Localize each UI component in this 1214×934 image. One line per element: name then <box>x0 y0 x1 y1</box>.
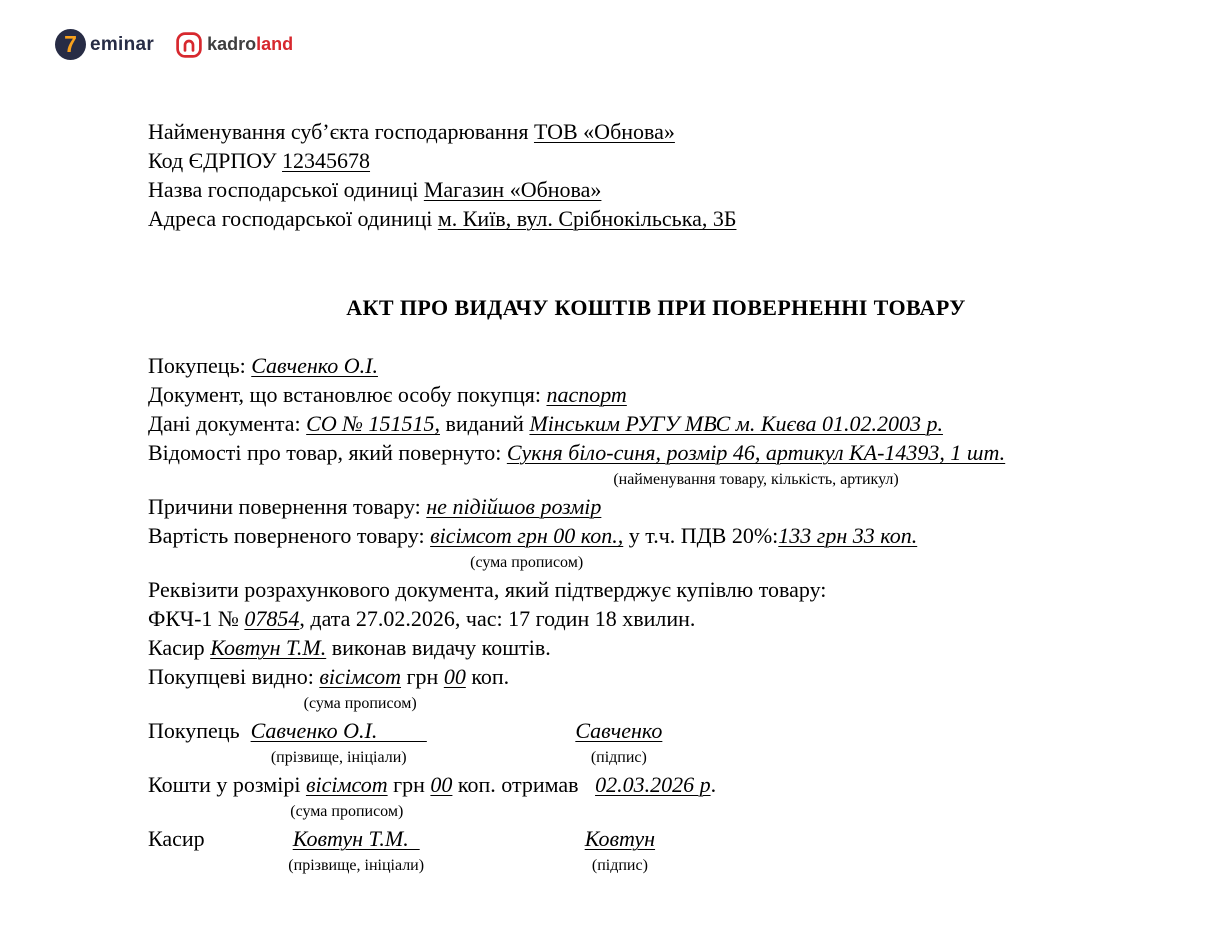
filled-value: Ковтун Т.М. <box>210 635 327 660</box>
text-run: Касир <box>148 826 205 851</box>
filled-value: Савченко О.І. <box>251 353 378 378</box>
field-caption: (найменування товару, кількість, артикул) <box>613 471 899 488</box>
filled-value: Сукня біло-синя, розмір 46, артикул КА-14393, 1 шт. (найменування товару, кількість, артикул) <box>507 438 1005 467</box>
text-run: грн <box>401 664 444 689</box>
text-run: у т.ч. ПДВ 20%: <box>623 523 779 548</box>
filled-value: 133 грн 33 коп. <box>778 523 918 548</box>
seminar-circle-icon <box>55 29 86 60</box>
document-line <box>148 409 1164 438</box>
document-line <box>148 662 1164 712</box>
filled-value: Савченко О.І. (прізвище, ініціали) <box>251 716 427 745</box>
document-line <box>148 824 1164 874</box>
text-run: коп. <box>465 664 510 689</box>
filled-value: Савченко (підпис) <box>575 716 662 745</box>
filled-value: 02.03.2026 р <box>595 772 711 797</box>
seminar-icon-digit: 7 <box>64 31 77 57</box>
logo-bar <box>55 29 293 60</box>
filled-value: не підійшов розмір <box>426 494 602 519</box>
text-run: Причини повернення товару: <box>148 494 427 519</box>
kadroland-wordmark <box>207 34 293 55</box>
text-run: виконав видачу коштів. <box>326 635 551 660</box>
field-caption: (підпис) <box>591 857 648 874</box>
filled-value: вісімсот (сума прописом) <box>319 662 401 691</box>
document-line <box>148 204 1164 233</box>
document-body-block <box>148 351 1164 874</box>
text-run: Найменування суб’єкта господарювання <box>148 119 534 144</box>
filled-value: Магазин «Обнова» <box>423 177 602 202</box>
document-line <box>148 770 1164 820</box>
filled-value: Ковтун (підпис) <box>585 824 655 853</box>
field-caption: (прізвище, ініціали) <box>288 857 425 874</box>
filled-value: вісімсот грн 00 коп., (сума прописом) <box>430 521 623 550</box>
kadroland-logo <box>176 32 293 58</box>
document-page <box>148 117 1164 878</box>
document-line <box>148 604 1164 633</box>
filled-value: 00 <box>430 772 453 797</box>
field-caption: (сума прописом) <box>470 554 584 571</box>
field-caption: (підпис) <box>590 749 647 766</box>
filled-value: 07854 <box>244 606 300 631</box>
filled-value: Ковтун Т.М. (прізвище, ініціали) <box>293 824 420 853</box>
filled-value: паспорт <box>546 382 627 407</box>
document-line <box>148 380 1164 409</box>
filled-value: СО № 151515, <box>306 411 440 436</box>
document-line <box>148 633 1164 662</box>
text-run <box>420 826 585 851</box>
document-line <box>148 492 1164 521</box>
filled-value: Мінським РУГУ МВС м. Києва 01.02.2003 р. <box>529 411 943 436</box>
filled-value: вісімсот (сума прописом) <box>306 770 388 799</box>
filled-value: м. Київ, вул. Срібнокільська, 3Б <box>437 206 737 231</box>
text-run: Назва господарської одиниці <box>148 177 424 202</box>
text-run: Касир <box>148 635 211 660</box>
document-line <box>148 716 1164 766</box>
text-run: ФКЧ-1 № <box>148 606 245 631</box>
text-run: виданий <box>439 411 530 436</box>
text-run: грн <box>387 772 431 797</box>
text-run <box>427 718 576 743</box>
document-line <box>148 351 1164 380</box>
text-run <box>205 826 293 851</box>
field-caption: (сума прописом) <box>290 803 404 820</box>
text-run: Дані документа: <box>148 411 307 436</box>
kadroland-wordmark-dark: kadro <box>207 34 257 54</box>
text-run: , дата 27.02.2026, час: 17 годин 18 хвилин. <box>299 606 696 631</box>
seminar-wordmark: eminar <box>90 33 155 55</box>
text-run: Документ, що встановлює особу покупця: <box>148 382 547 407</box>
filled-value: ТОВ «Обнова» <box>533 119 675 144</box>
text-run: Покупець <box>148 718 251 743</box>
text-run: Код ЄДРПОУ <box>148 148 283 173</box>
text-run: . <box>710 772 717 797</box>
text-run: Вартість поверненого товару: <box>148 523 431 548</box>
document-line <box>148 521 1164 571</box>
text-run: Реквізити розрахункового документа, який підтверджує купівлю товару: <box>148 577 827 602</box>
document-title: АКТ ПРО ВИДАЧУ КОШТІВ ПРИ ПОВЕРНЕННІ ТОВАРУ <box>346 295 966 320</box>
field-caption: (прізвище, ініціали) <box>270 749 407 766</box>
document-line <box>148 575 1164 604</box>
text-run: Кошти у розмірі <box>148 772 306 797</box>
filled-value: 00 <box>443 664 466 689</box>
document-line <box>148 146 1164 175</box>
text-run: коп. отримав <box>452 772 596 797</box>
text-run: Відомості про товар, який повернуто: <box>148 440 507 465</box>
field-caption: (сума прописом) <box>303 695 417 712</box>
text-run: Адреса господарської одиниці <box>148 206 438 231</box>
document-header-block <box>148 117 1164 233</box>
document-line <box>148 438 1164 488</box>
text-run: Покупець: <box>148 353 252 378</box>
seminar-logo <box>55 29 154 60</box>
text-run: Покупцеві видно: <box>148 664 320 689</box>
document-line <box>148 117 1164 146</box>
filled-value: 12345678 <box>282 148 371 173</box>
document-line <box>148 175 1164 204</box>
kadroland-wordmark-red: land <box>256 34 294 54</box>
kadroland-house-icon <box>176 32 202 58</box>
